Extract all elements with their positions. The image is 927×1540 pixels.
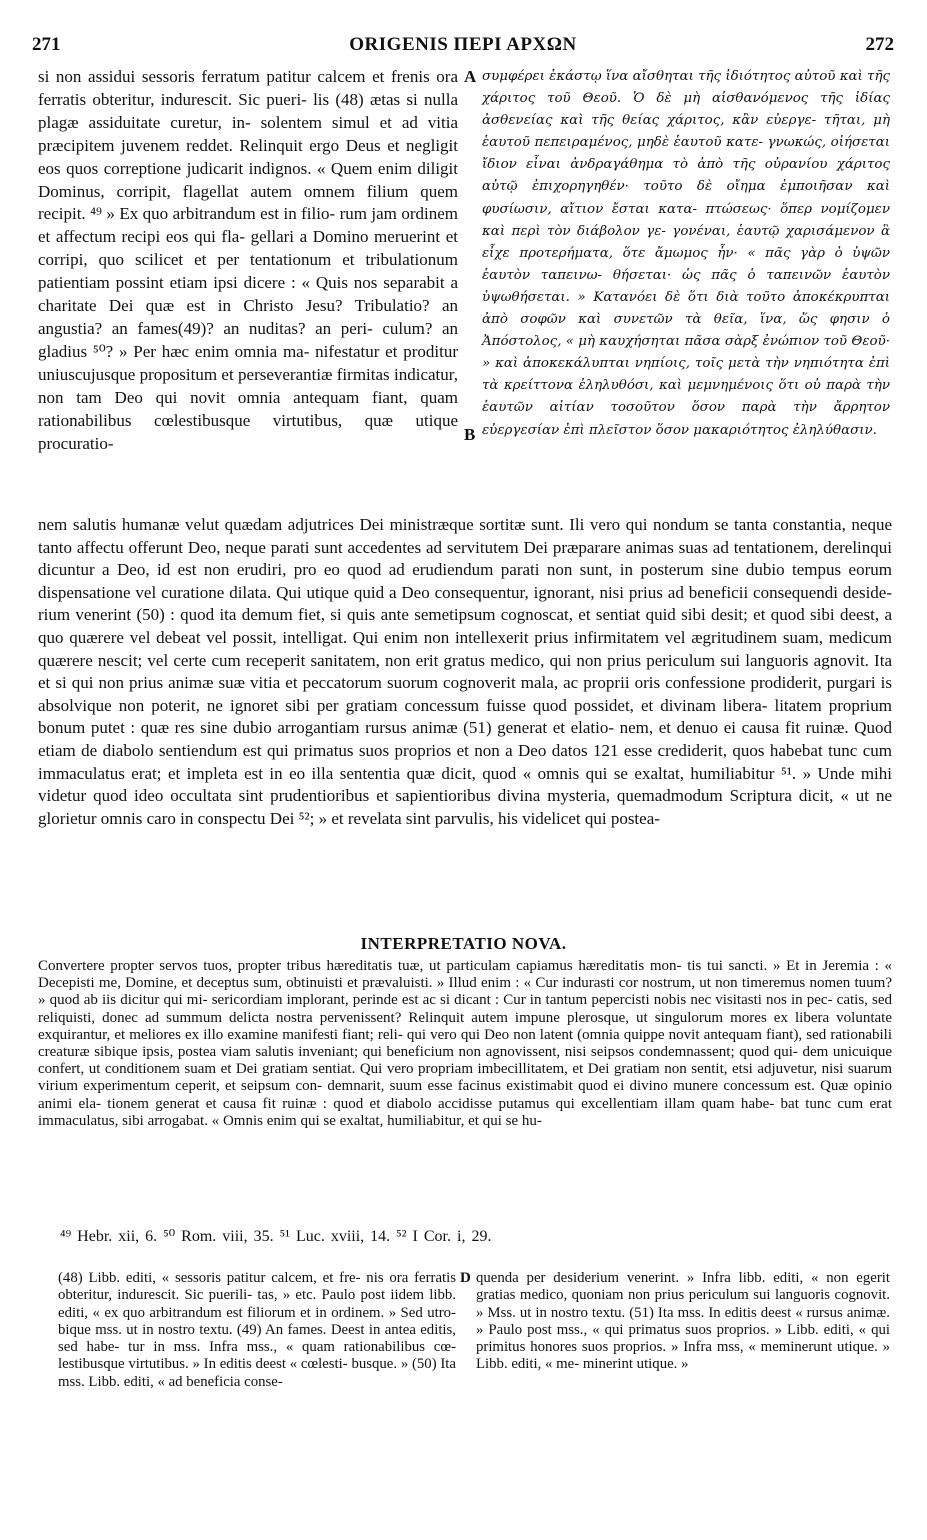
- latin-column-text: si non assidui sessoris ferratum patitur calcem et frenis ora ferratis obteritur, induresсit. Sic pueri- lis (48) ætas si nulla plagæ assiduitate curetur, in- solentem simul et ad vitia præcipitem juvenem reddet. Relinquit ergo Deus et negligit eos quos correptione judicarit indignos. « Quem enim diligit Dominus, corripit, flagellat autem omnem filium quem recipit. ⁴⁹ » Ex quo arbitrandum est in filio- rum jam ordinem et affectum recipi eos qui fla- gellari a Domino meruerint et corripi, quo scilicet et per tentationum et tribulationum patientiam possint etiam ipsi dicere : « Quis nos separabit a charitate Dei quæ est in Christo Jesu? Tribulatio? an angustia? an fames(49)? an nuditas? an peri- culum? an gladius ⁵⁰? » Per hæc enim omnia ma- nifestatur et proditur uniuscujusque propositum et perseverantiæ firmitas indicatur, non tam Deo qui novit omnia antequam fiant, quam rationabilibus cœlestibusque virtutibus, quæ utique procuratio-: [38, 67, 458, 453]
- section-heading: INTERPRETATIO NOVA.: [360, 934, 567, 953]
- interpretatio-text: Convertere propter servos tuos, propter tribus hæreditatis tuæ, ut particulam capiamus hæreditatis mon- tis tui sancti. » Et in Jeremia : « Decepisti me, Domine, et deceptus sum, obtinuisti et prævaluisti. » Illud enim : « Cur indurasti cor nostrum, ut non timeremus nomen tuum? » quod ab iis dicitur qui mi- sericordiam implorant, perinde est ac si dicant : Cur in tantum pepercisti nobis nec visitasti nos in pec- catis, sed reliquisti, donec ad summum delicta nostra pervenissent? Relinquit autem impune plerosque, ut singulorum mores ex libera voluntate exquirantur, et meliores ex illo examine manifesti fiant; reli- qui vero qui Deo non latent (omnia quippe novit antequam fiant), sed rationabili creaturæ sibique ipsis, postea viam salutis inveniant; qui beneficium non agnovissent, nisi seipsos condemnassent; quod qui- dem unicuique confert, ut conditionem suam et Dei gratiam sentiat. Qui vero propriam imbecillitatem, et Dei gratiam non sentit, etsi adjuvetur, nisi suarum virium experimentum ceperit, et seipsum con- demnarit, suum esse facinus existimabit quod ei divino munere concessum est. Quæ opinio animi ela- tionem generat et causa fit ruinæ : quod et diabolo accidisse putamus qui excellentiam illam quam habe- bat tunc cum erat immaculatus, sibi arrogabat. « Omnis enim qui se exaltat, humiliabitur, et qui se hu-: [38, 958, 892, 1129]
- margin-letter-d: D: [460, 1270, 471, 1286]
- two-column-block: [38, 66, 890, 512]
- margin-letter-b: B: [464, 425, 476, 444]
- latin-full-width-text: nem salutis humanæ velut quædam adjutrices Dei ministræque sortitæ sunt. Ili vero qui nondum se tanta constantia, neque tanto affectu offerunt Deo, neque parati sunt accedentes ad servitutem Dei præparare animas suas ad tentationem, derelinqui dicuntur a Deo, id est non erudiri, pro eo quod ad erudiendum parati non sunt, in posterum sine dubio tempus eorum dispensatione vel curatione dilata. Qui utique quid a Deo consequentur, ignorant, nisi prius ad beneficii consequendi deside- rium venerint (50) : quod ita demum fiet, si quis ante semetipsum cognoscat, et sentiat quid sibi desit; et quod sibi deest, a quo quærere vel debeat vel possit, intelligat. Qui enim non intellexerit prius infirmitatem vel ægritudinem suam, medicum quærere nescit; vel certe cum receperit sanitatem, non erit gratus medico, qui non prius periculum sui languoris agnovit. Ita et si qui non prius animæ suæ vitia et peccatorum suorum cognoverit mala, ac proprii oris confessione prodiderit, purgari is absolvique non poterit, ne ignoret sibi per gratiam concessum fuisse quod possidet, et divinam libera- litatem proprium bonum putet : quæ res sine dubio arrogantiam rursus animæ (51) generat et elatio- nem, et denuo ei causa fit ruinæ. Quod etiam de diabolo sentiendum est qui primatus suos proprios et non a Deo datos 121 esse crediderit, quos habebat tunc cum immaculatus erat; et impleta est in eo illa sententia quæ dicit, quod « omnis qui se exaltat, humiliabitur ⁵¹. » Unde mihi videtur quod ideo occultata sint prudentioribus et sapientioribus divina mysteria, quemadmodum Scriptura dicit, « ut ne glorietur omnis caro in conspectu Dei ⁵²; » et revelata sint parvulis, his videlicet qui postea-: [38, 515, 892, 828]
- scripture-references: ⁴⁹ Hebr. xii, 6. ⁵⁰ Rom. viii, 35. ⁵¹ Luc. xviii, 14. ⁵² I Cor. i, 29.: [60, 1228, 492, 1245]
- margin-letter-a: A: [464, 67, 477, 86]
- greek-column-text: συμφέρει ἑκάστῳ ἵνα αἴσθηται τῆς ἰδιότητος αὐτοῦ καὶ τῆς χάριτος τοῦ Θεοῦ. Ὁ δὲ μὴ αἰσθανόμενος τῆς ἰδίας ἀσθενείας καὶ τῆς θείας χάριτος, κἂν εὐεργε- τῆται, μὴ ἑαυτοῦ πεπειραμένος, μηδὲ ἑαυτοῦ κατε- γνωκώς, οἰήσεται ἴδιον εἶναι ἀνδραγάθημα τὸ ἀπὸ τῆς οὐρανίου χάριτος αὐτῷ ἐπιχορηγηθέν· τοῦτο δὲ οἴημα ἐμποιῆσαν καὶ φυσίωσιν, αἴτιον ἔσται κατα- πτώσεως· ὅπερ νομίζομεν καὶ περὶ τὸν διάβολον γε- γονέναι, ἑαυτῷ χαρισάμενον ἃ εἶχε προτερήματα, ὅτε ἄμωμος ἦν· « πᾶς γὰρ ὁ ὑψῶν ἑαυτὸν ταπεινω- θήσεται· ὡς πᾶς ὁ ταπεινῶν ἑαυτὸν ὑψωθήσεται. » Κατανόει δὲ ὅτι διὰ τοῦτο ἀποκέκρυπται ἀπὸ σοφῶν καὶ συνετῶν τὰ θεῖα, ἵνα, ὥς φησιν ὁ Ἀπόστολος, « μὴ καυχήσηται πᾶσα σὰρξ ἐνώπιον τοῦ Θεοῦ· » καὶ ἀποκεκάλυπται νηπίοις, τοῖς μετὰ τὴν νηπιότητα ἐπὶ τὰ κρείττονα ἐληλυθόσι, καὶ μεμνημένοις ὅτι οὐ παρὰ τὴν ἑαυτῶν αἰτίαν τοσοῦτον ὅσον παρὰ τὴν ἄρρητον εὐεργεσίαν ἐπὶ πλεῖστον ὅσον μακαριότητος ἐληλύθασιν.: [482, 69, 890, 438]
- footnotes-left: (48) Libb. editi, « sessoris patitur calcem, et fre- nis ora ferratis obteritur, induresсit. Sic puerili- tas, » etc. Paulo post iidem libb. editi, « ex quo arbitrandum est filiorum et in ordinem. » Sed utro- bique mss. ut in nostro textu. (49) An fames. Deest in antea editis, sed habe- tur in mss. Infra mss., « quam rationabilibus cœ- lestibusque virtutibus. » In editis deest « cœlesti- busque. » (50) Ita mss. Libb. editi, « ad beneficia conse-: [58, 1270, 456, 1390]
- footnotes-right: quenda per desiderium venerint. » Infra libb. editi, « non egerit gratias medico, quoniam non prius periculum sui languoris cognovit. » Mss. ut in nostro textu. (51) Ita mss. In editis deest « rursus animæ. » Paulo post mss., « qui primatus suos proprios. » Libb. editi, « qui primitus honores suos proprios. » Infra mss, « meminerunt utique. » Libb. editi, « me- minerint utique. »: [476, 1270, 890, 1373]
- latin-column: [38, 66, 458, 455]
- page-number-right: 272: [865, 34, 894, 55]
- page-number-left: 271: [32, 34, 61, 55]
- running-title: ORIGENIS ΠΕΡΙ ΑΡΧΩΝ: [349, 34, 577, 55]
- greek-column: [482, 66, 890, 442]
- running-header: [32, 34, 894, 60]
